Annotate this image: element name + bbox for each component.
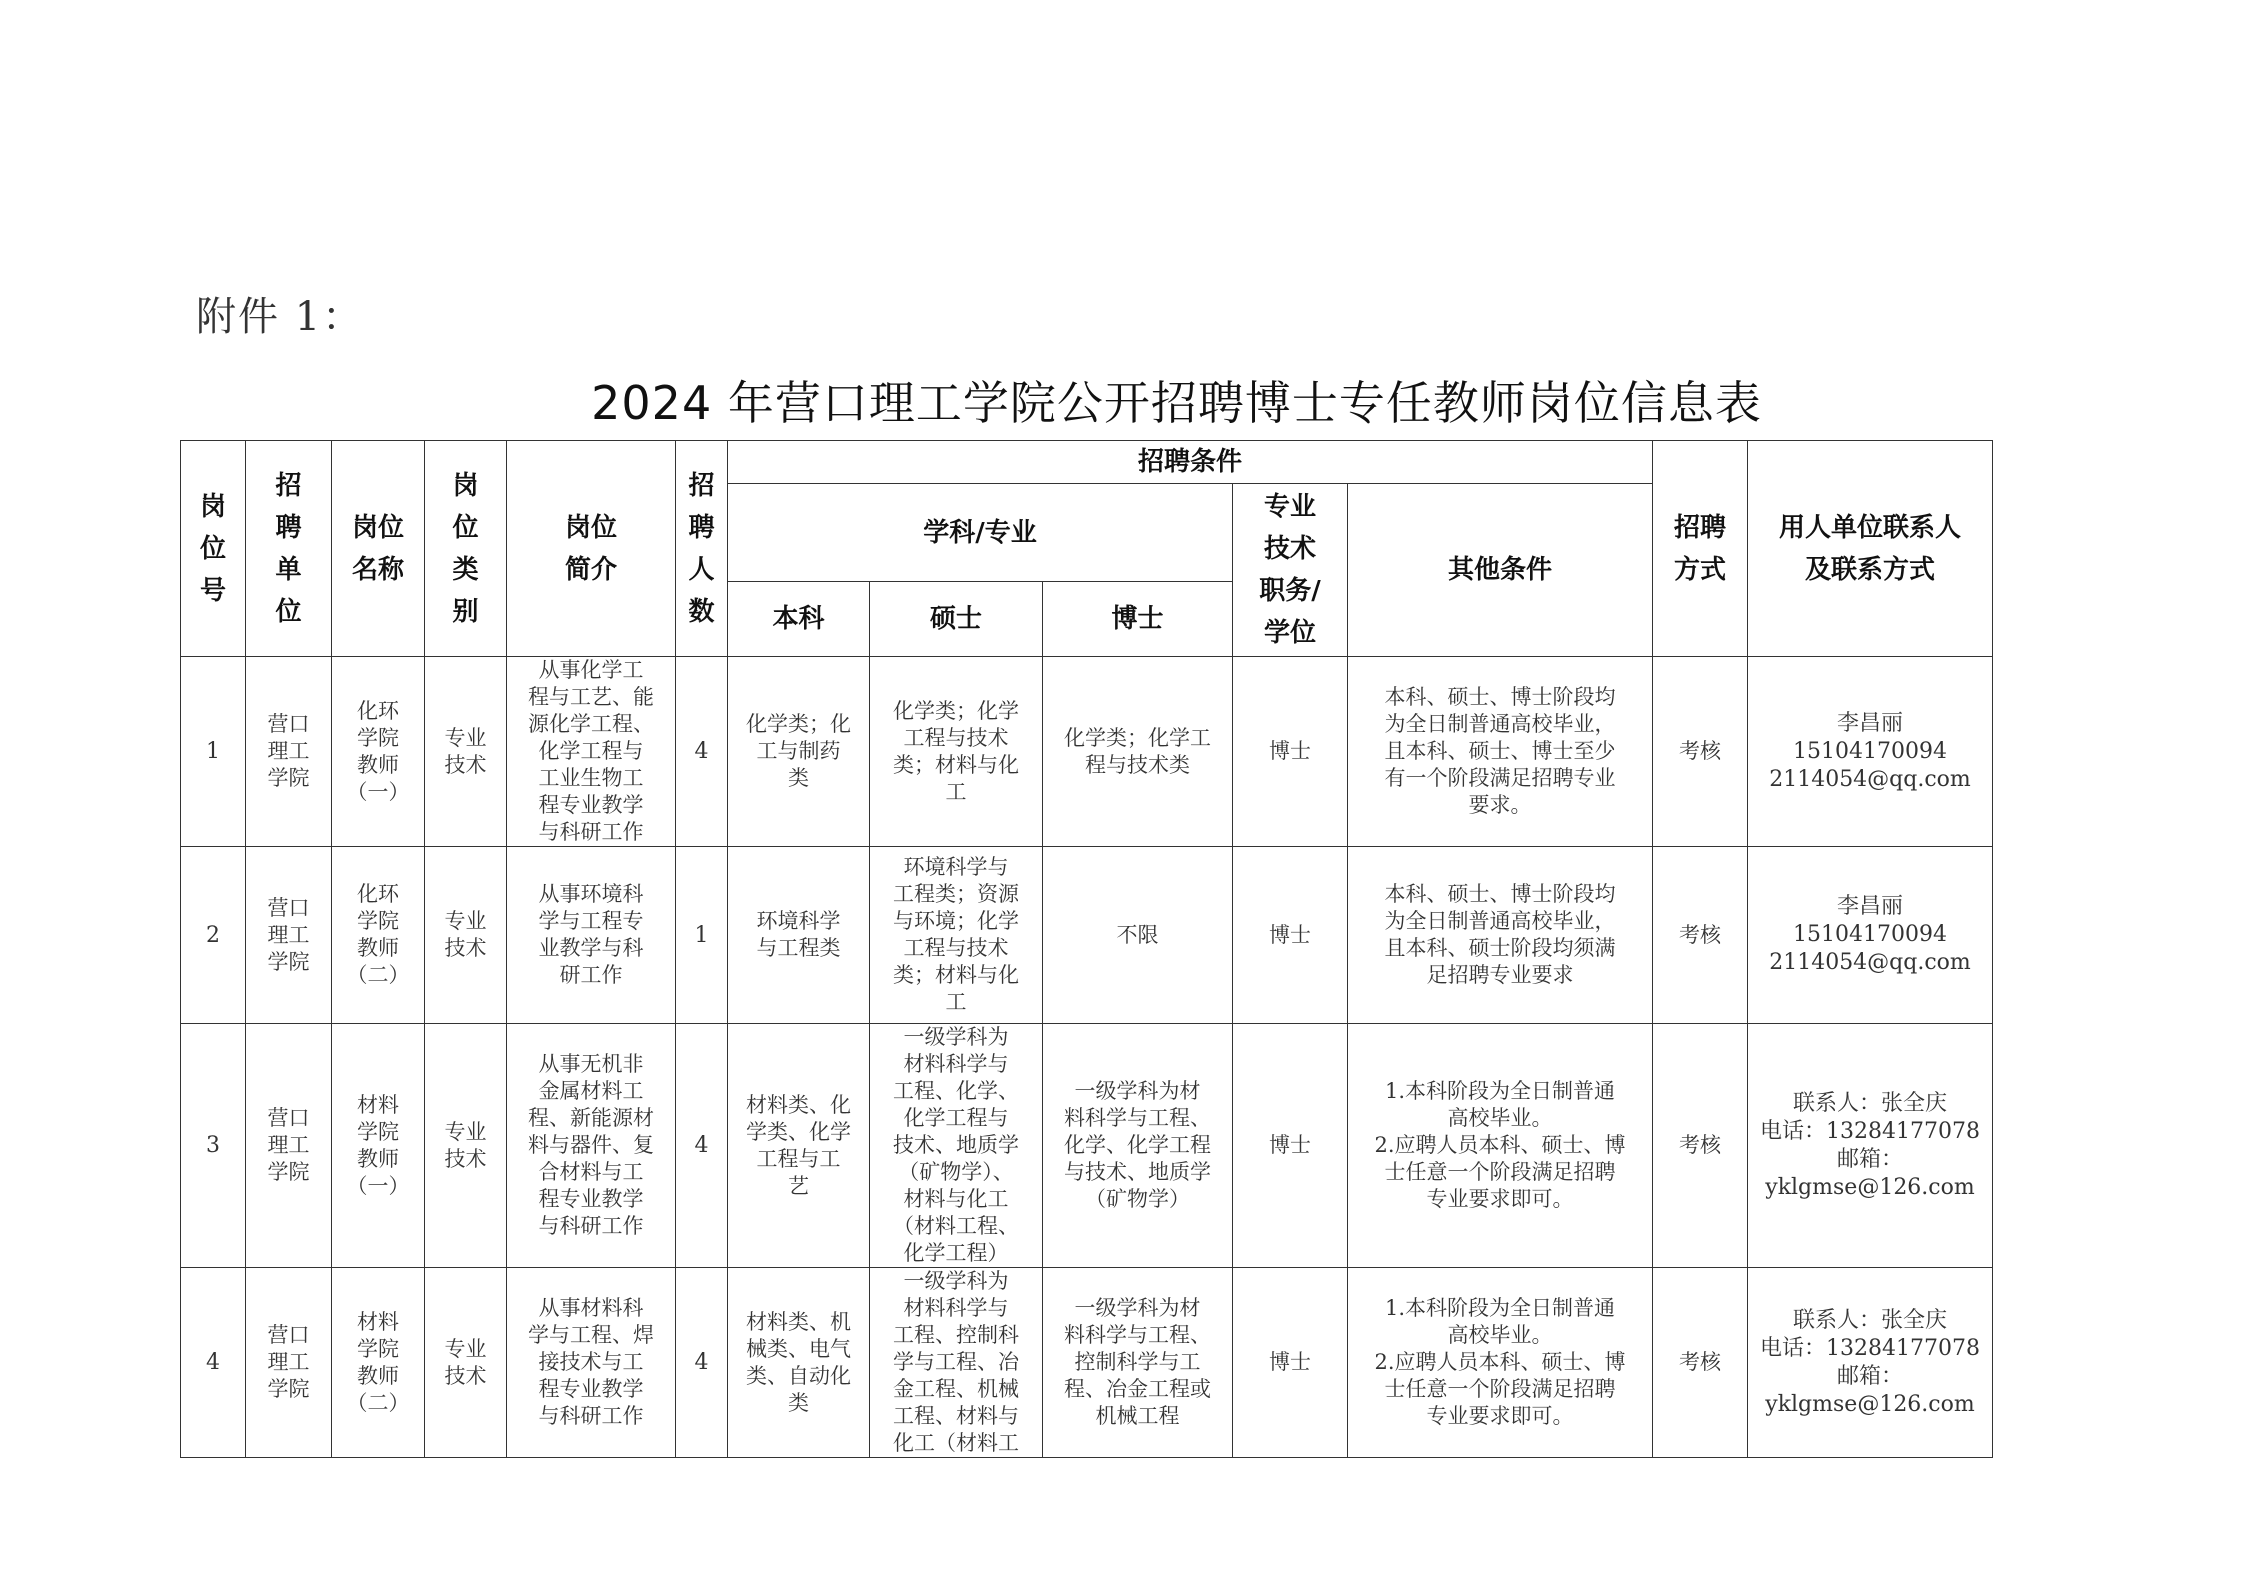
hire-method: 考核: [1679, 739, 1721, 763]
header-master: 硕士: [870, 582, 1043, 657]
table-row: [181, 1268, 1993, 1458]
post-intro: 从事化学工 程与工艺、能 源化学工程、 化学工程与 工业生物工 程专业教学 与科研工作: [528, 658, 654, 844]
header-method: 招聘 方式: [1653, 441, 1748, 657]
attachment-label: 附件 1：: [196, 294, 365, 340]
degree: 博士: [1269, 1133, 1311, 1157]
post-intro: 从事环境科 学与工程专 业教学与科 研工作: [538, 882, 644, 987]
degree: 博士: [1269, 1350, 1311, 1374]
unit: 营口 理工 学院: [267, 1106, 310, 1184]
header-contact: 用人单位联系人 及联系方式: [1748, 441, 1993, 657]
post-name: 材料 学院 教师 （二）: [346, 1309, 410, 1415]
other-conditions: 1.本科阶段为全日制普通 高校毕业。 2.应聘人员本科、硕士、博 士任意一个阶段满足招聘 专业要求即可。: [1374, 1296, 1626, 1428]
bachelor-major: 化学类；化 工与制药 类: [746, 712, 851, 790]
header-count: 招 聘 人 数: [676, 441, 728, 657]
hire-method: 考核: [1679, 1133, 1721, 1157]
header-post-name: 岗位 名称: [332, 441, 425, 657]
page-title: 2024 年营口理工学院公开招聘博士专任教师岗位信息表: [591, 376, 1762, 430]
master-major: 一级学科为 材料科学与 工程、化学、 化学工程与 技术、地质学 （矿物学）、 材料与化工 （材料工程、 化学工程）: [893, 1025, 1019, 1265]
header-unit: 招 聘 单 位: [246, 441, 332, 657]
post-intro: 从事材料科 学与工程、焊 接技术与工 程专业教学 与科研工作: [528, 1296, 654, 1428]
table-row: [181, 847, 1993, 1024]
header-post-type: 岗 位 类 别: [425, 441, 507, 657]
hire-method: 考核: [1679, 922, 1721, 947]
other-conditions: 本科、硕士、博士阶段均 为全日制普通高校毕业， 且本科、硕士、博士至少 有一个阶段满足招聘专业 要求。: [1384, 685, 1616, 817]
post-type: 专业 技术: [444, 725, 487, 777]
hire-count: 4: [676, 657, 728, 847]
unit: 营口 理工 学院: [267, 712, 310, 790]
contact-info: 联系人：张全庆 电话：13284177078 邮箱： yklgmse@126.com: [1760, 1307, 1980, 1417]
post-type: 专业 技术: [444, 1119, 487, 1171]
header-bachelor: 本科: [728, 582, 870, 657]
post-name: 化环 学院 教师 （二）: [346, 882, 410, 987]
unit: 营口 理工 学院: [267, 895, 310, 974]
post-intro: 从事无机非 金属材料工 程、新能源材 料与器件、复 合材料与工 程专业教学 与科研工作: [528, 1052, 654, 1238]
post-name: 材料 学院 教师 （一）: [346, 1092, 410, 1198]
post-no: 3: [181, 1024, 246, 1268]
header-conditions: 招聘条件: [728, 441, 1653, 484]
hire-method: 考核: [1679, 1350, 1721, 1374]
bachelor-major: 材料类、化 学类、化学 工程与工 艺: [746, 1092, 851, 1198]
hire-count: 4: [676, 1024, 728, 1268]
bachelor-major: 材料类、机 械类、电气 类、自动化 类: [746, 1309, 851, 1415]
post-name: 化环 学院 教师 （一）: [346, 698, 410, 804]
contact-info: 联系人：张全庆 电话：13284177078 邮箱： yklgmse@126.com: [1760, 1090, 1980, 1200]
post-type: 专业 技术: [444, 909, 487, 960]
other-conditions: 1.本科阶段为全日制普通 高校毕业。 2.应聘人员本科、硕士、博 士任意一个阶段满足招聘 专业要求即可。: [1374, 1079, 1626, 1211]
doctor-major: 不限: [1116, 922, 1159, 947]
header-intro: 岗位 简介: [507, 441, 676, 657]
header-other: 其他条件: [1348, 484, 1653, 657]
post-no: 4: [181, 1268, 246, 1458]
table-row: [181, 1024, 1993, 1268]
bachelor-major: 环境科学 与工程类: [756, 909, 841, 960]
unit: 营口 理工 学院: [267, 1323, 310, 1401]
degree: 博士: [1269, 739, 1311, 763]
doctor-major: 化学类；化学工 程与技术类: [1064, 725, 1211, 777]
header-post-no: 岗 位 号: [181, 441, 246, 657]
other-conditions: 本科、硕士、博士阶段均 为全日制普通高校毕业， 且本科、硕士阶段均须满 足招聘专业要求: [1384, 882, 1616, 987]
header-doctor: 博士: [1043, 582, 1233, 657]
doctor-major: 一级学科为材 料科学与工程、 化学、化学工程 与技术、地质学 （矿物学）: [1064, 1079, 1211, 1211]
master-major: 一级学科为 材料科学与 工程、控制科 学与工程、冶 金工程、机械 工程、材料与 化工（材料工: [893, 1269, 1019, 1455]
hire-count: 4: [676, 1268, 728, 1458]
positions-table: [180, 440, 1993, 1458]
master-major: 化学类；化学 工程与技术 类；材料与化 工: [893, 698, 1019, 804]
post-no: 2: [181, 847, 246, 1024]
post-type: 专业 技术: [444, 1336, 487, 1388]
contact-info: 李昌丽 15104170094 2114054@qq.com: [1769, 710, 1971, 792]
header-discipline: 学科/专业: [728, 484, 1233, 582]
doctor-major: 一级学科为材 料科学与工程、 控制科学与工 程、冶金工程或 机械工程: [1064, 1296, 1211, 1428]
degree: 博士: [1269, 922, 1311, 947]
contact-info: 李昌丽 15104170094 2114054@qq.com: [1769, 894, 1971, 975]
master-major: 环境科学与 工程类；资源 与环境；化学 工程与技术 类；材料与化 工: [893, 855, 1019, 1014]
post-no: 1: [181, 657, 246, 847]
header-title-degree: 专业 技术 职务/ 学位: [1233, 484, 1348, 657]
table-row: [181, 657, 1993, 847]
hire-count: 1: [676, 847, 728, 1024]
